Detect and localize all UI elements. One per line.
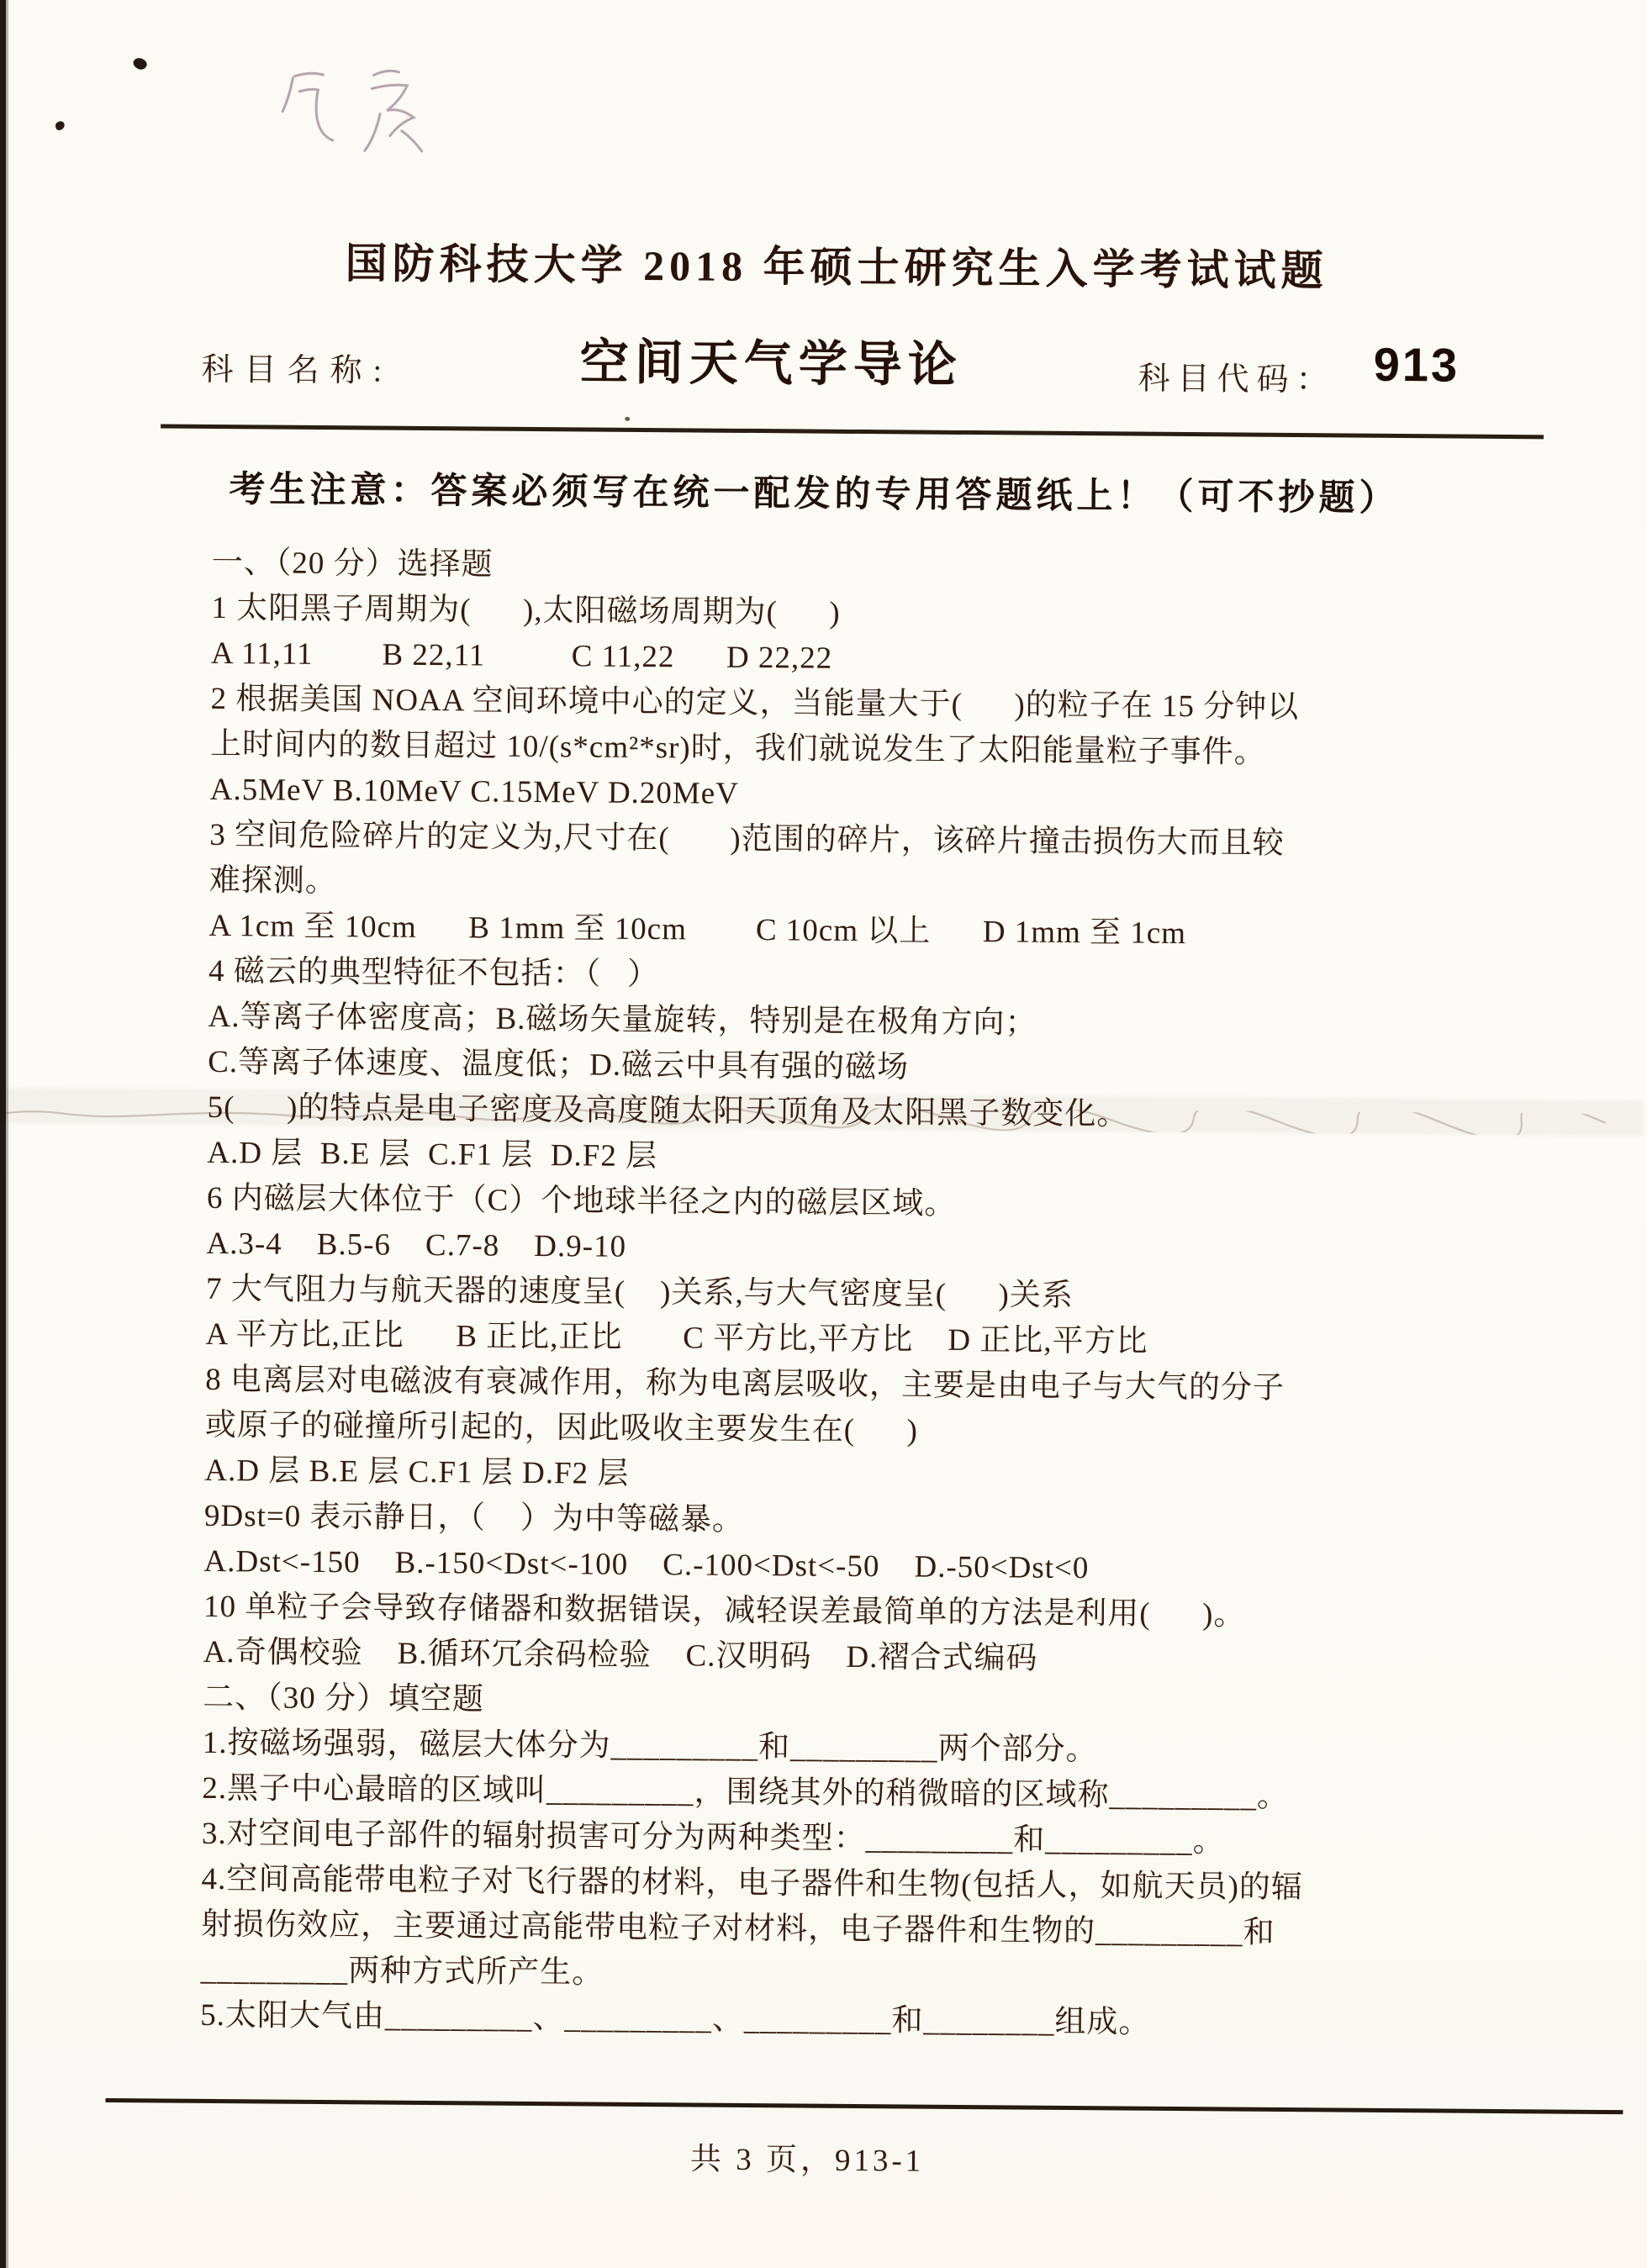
exam-text-line: 射损伤效应，主要通过高能带电粒子对材料，电子器件和生物的_________和 <box>200 1907 1275 1950</box>
scanner-edge-shadow <box>6 0 8 2268</box>
ink-speck <box>131 55 149 72</box>
ink-speck <box>55 120 66 131</box>
exam-text-line: _________两种方式所产生。 <box>200 1952 604 1991</box>
exam-text-line: C.等离子体速度、温度低；D.磁云中具有强的磁场 <box>208 1044 910 1085</box>
subject-name-label: 科目名称: <box>201 351 393 389</box>
exam-text-line: 6 内磁层大体位于（C）个地球半径之内的磁层区域。 <box>206 1180 957 1221</box>
exam-text-line: 一、（20 分）选择题 <box>211 545 494 583</box>
exam-text-line: 二、（30 分）填空题 <box>203 1680 485 1717</box>
subject-code-value: 913 <box>1373 337 1460 392</box>
exam-text-line: 4.空间高能带电粒子对飞行器的材料，电子器件和生物(包括人，如航天员)的辐 <box>201 1861 1304 1906</box>
exam-text-line: 1 太阳黑子周期为( ),太阳磁场周期为( ) <box>211 590 841 630</box>
exam-text-line: A 11,11 B 22,11 C 11,22 D 22,22 <box>210 636 833 676</box>
subject-name-value: 空间天气学导论 <box>579 335 963 393</box>
exam-text-line: 7 大气阻力与航天器的速度呈( )关系,与大气密度呈( )关系 <box>205 1271 1074 1314</box>
exam-text-line: 2.黑子中心最暗的区域叫_________，围绕其外的稍微暗的区域称_________。 <box>202 1770 1290 1815</box>
page-number-note: 共 3 页，913-1 <box>689 2142 925 2179</box>
exam-text-line: A.3-4 B.5-6 C.7-8 D.9-10 <box>206 1226 627 1264</box>
scanner-edge-strip <box>0 0 6 2268</box>
exam-text-line: 9Dst=0 表示静日，（ ）为中等磁暴。 <box>203 1498 745 1537</box>
candidate-notice: 考生注意：答案必须写在统一配发的专用答题纸上！（可不抄题） <box>229 469 1400 520</box>
footer-divider-line <box>105 2098 1623 2114</box>
subject-code-label: 科目代码： <box>1138 361 1336 398</box>
exam-text-line: 1.按磁场强弱，磁层大体分为_________和_________两个部分。 <box>202 1725 1098 1768</box>
header-divider-line <box>161 424 1544 439</box>
exam-text-line: A 1cm 至 10cm B 1mm 至 10cm C 10cm 以上 D 1mm 至 1cm <box>209 908 1187 952</box>
exam-title: 国防科技大学 2018 年硕士研究生入学考试试题 <box>345 240 1328 295</box>
exam-body <box>200 541 1313 2047</box>
exam-text-line: A.D 层 B.E 层 C.F1 层 D.F2 层 <box>204 1453 630 1491</box>
exam-text-line: A.5MeV B.10MeV C.15MeV D.20MeV <box>209 772 740 811</box>
exam-text-line: 3.对空间电子部件的辐射损害可分为两种类型：_________和_________。 <box>201 1816 1225 1859</box>
exam-text-line: 10 单粒子会导致存储器和数据错误，减轻误差最简单的方法是利用( )。 <box>203 1589 1246 1632</box>
exam-text-line: 4 磁云的典型特征不包括：（ ） <box>208 953 660 993</box>
exam-text-line: A 平方比,正比 B 正比,正比 C 平方比,平方比 D 正比,平方比 <box>205 1316 1148 1359</box>
exam-text-line: A.奇偶校验 B.循环冗余码检验 C.汉明码 D.褶合式编码 <box>203 1634 1038 1676</box>
exam-text-line: 8 电离层对电磁波有衰减作用，称为电离层吸收，主要是由电子与大气的分子 <box>205 1362 1285 1406</box>
exam-text-line: 上时间内的数目超过 10/(s*cm²*sr)时，我们就说发生了太阳能量粒子事件。 <box>209 726 1266 770</box>
exam-text-line: A.Dst<-150 B.-150<Dst<-100 C.-100<Dst<-50 D.-50<Dst<0 <box>203 1543 1090 1586</box>
ink-speck <box>625 417 630 421</box>
exam-text-line: 3 空间危险碎片的定义为,尺寸在( )范围的碎片，该碎片撞击损伤大而且较 <box>209 817 1285 861</box>
exam-text-line: A.D 层 B.E 层 C.F1 层 D.F2 层 <box>207 1135 658 1174</box>
exam-text-line: 5.太阳大气由_________、_________、_________和________组成。 <box>200 1997 1151 2040</box>
exam-text-line: A.等离子体密度高；B.磁场矢量旋转，特别是在极角方向； <box>208 999 1037 1041</box>
exam-text-line: 难探测。 <box>209 862 338 899</box>
exam-text-line: 5( )的特点是电子密度及高度随太阳天顶角及太阳黑子数变化。 <box>207 1089 1129 1132</box>
exam-text-line: 或原子的碰撞所引起的，因此吸收主要发生在( ) <box>204 1407 919 1448</box>
exam-text-line: 2 根据美国 NOAA 空间环境中心的定义，当能量大于( )的粒子在 15 分钟以 <box>210 681 1300 725</box>
handwritten-note <box>273 60 451 183</box>
